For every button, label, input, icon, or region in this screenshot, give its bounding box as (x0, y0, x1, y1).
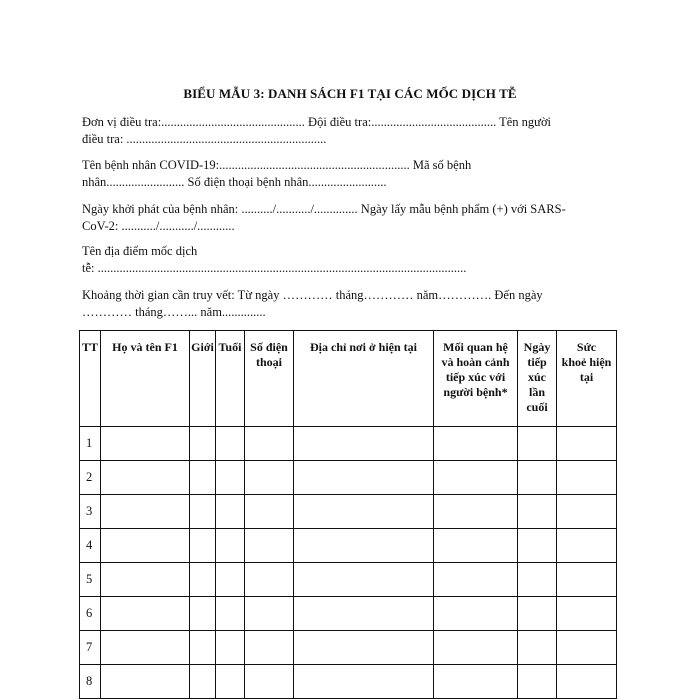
empty-cell (557, 597, 617, 631)
empty-cell (190, 597, 216, 631)
row-number: 3 (80, 495, 101, 529)
empty-cell (434, 529, 518, 563)
empty-cell (557, 631, 617, 665)
empty-cell (101, 631, 190, 665)
form-line: điều tra: ................................................................ (82, 132, 327, 146)
table-row (80, 461, 617, 495)
header-current-health: Sức khoẻ hiện tại (557, 331, 617, 427)
empty-cell (245, 495, 294, 529)
empty-cell (434, 665, 518, 699)
form-line: Tên bệnh nhân COVID-19:............................................................. Mã số bệnh (82, 158, 472, 172)
empty-cell (294, 529, 434, 563)
empty-cell (518, 461, 557, 495)
empty-cell (245, 597, 294, 631)
empty-cell (190, 665, 216, 699)
row-number: 7 (80, 631, 101, 665)
form-line: Tên địa điểm mốc dịch (82, 244, 198, 258)
empty-cell (216, 665, 245, 699)
header-relationship: Mối quan hệ và hoàn cảnh tiếp xúc với người bệnh* (434, 331, 518, 427)
empty-cell (557, 665, 617, 699)
form-line: tễ: ...................................................................................................................... (82, 261, 467, 275)
header-address: Địa chỉ nơi ở hiện tại (294, 331, 434, 427)
empty-cell (434, 563, 518, 597)
empty-cell (245, 631, 294, 665)
empty-cell (294, 665, 434, 699)
empty-cell (294, 563, 434, 597)
empty-cell (294, 461, 434, 495)
empty-cell (216, 631, 245, 665)
empty-cell (245, 427, 294, 461)
empty-cell (216, 563, 245, 597)
form-line: Ngày khởi phát của bệnh nhân: ........../.........../.............. Ngày lấy mẫu bệnh phẩm (+) với SARS- (82, 202, 566, 216)
empty-cell (294, 631, 434, 665)
table-row (80, 665, 617, 699)
empty-cell (294, 495, 434, 529)
empty-cell (216, 461, 245, 495)
header-gender: Giới (190, 331, 216, 427)
empty-cell (101, 665, 190, 699)
row-number: 2 (80, 461, 101, 495)
f1-list-table (79, 330, 617, 699)
empty-cell (518, 597, 557, 631)
empty-cell (557, 461, 617, 495)
empty-cell (557, 563, 617, 597)
empty-cell (518, 529, 557, 563)
empty-cell (101, 461, 190, 495)
empty-cell (557, 529, 617, 563)
empty-cell (434, 597, 518, 631)
empty-cell (557, 427, 617, 461)
empty-cell (245, 461, 294, 495)
table-row (80, 563, 617, 597)
form-line: CoV-2: .........../.........../............ (82, 219, 235, 233)
empty-cell (190, 461, 216, 495)
empty-cell (518, 495, 557, 529)
table-row (80, 597, 617, 631)
table-header-row (80, 331, 617, 427)
empty-cell (101, 427, 190, 461)
empty-cell (434, 495, 518, 529)
investigation-unit-field (82, 114, 618, 148)
onset-date-field (82, 201, 618, 235)
empty-cell (294, 427, 434, 461)
row-number: 5 (80, 563, 101, 597)
empty-cell (245, 529, 294, 563)
header-age: Tuổi (216, 331, 245, 427)
form-line: Đơn vị điều tra:.............................................. Đội điều tra:........................................ Tên người (82, 115, 552, 129)
empty-cell (294, 597, 434, 631)
empty-cell (434, 427, 518, 461)
tracing-period-field (82, 287, 618, 321)
table-row (80, 495, 617, 529)
header-last-contact-date: Ngày tiếp xúc lần cuối (518, 331, 557, 427)
empty-cell (216, 495, 245, 529)
header-full-name: Họ và tên F1 (101, 331, 190, 427)
empty-cell (518, 631, 557, 665)
table-row (80, 529, 617, 563)
table-row (80, 427, 617, 461)
location-name-field (82, 243, 618, 277)
empty-cell (190, 529, 216, 563)
empty-cell (434, 631, 518, 665)
patient-name-field (82, 157, 618, 191)
empty-cell (245, 665, 294, 699)
empty-cell (216, 529, 245, 563)
empty-cell (101, 597, 190, 631)
empty-cell (557, 495, 617, 529)
row-number: 8 (80, 665, 101, 699)
empty-cell (518, 427, 557, 461)
row-number: 1 (80, 427, 101, 461)
header-phone: Số điện thoại (245, 331, 294, 427)
empty-cell (245, 563, 294, 597)
empty-cell (216, 427, 245, 461)
empty-cell (190, 563, 216, 597)
empty-cell (101, 495, 190, 529)
row-number: 6 (80, 597, 101, 631)
table-row (80, 631, 617, 665)
empty-cell (216, 597, 245, 631)
empty-cell (101, 563, 190, 597)
row-number: 4 (80, 529, 101, 563)
header-tt: TT (80, 331, 101, 427)
empty-cell (518, 665, 557, 699)
empty-cell (190, 427, 216, 461)
empty-cell (101, 529, 190, 563)
empty-cell (190, 631, 216, 665)
form-line: nhân......................... Số điện thoại bệnh nhân......................... (82, 175, 387, 189)
empty-cell (518, 563, 557, 597)
form-title: BIỂU MẪU 3: DANH SÁCH F1 TẠI CÁC MỐC DỊCH TỄ (183, 86, 517, 101)
empty-cell (434, 461, 518, 495)
form-line: ………… tháng……... năm.............. (82, 305, 266, 319)
empty-cell (190, 495, 216, 529)
form-line: Khoảng thời gian cần truy vết: Từ ngày ………… tháng………… năm…………. Đến ngày (82, 288, 543, 302)
